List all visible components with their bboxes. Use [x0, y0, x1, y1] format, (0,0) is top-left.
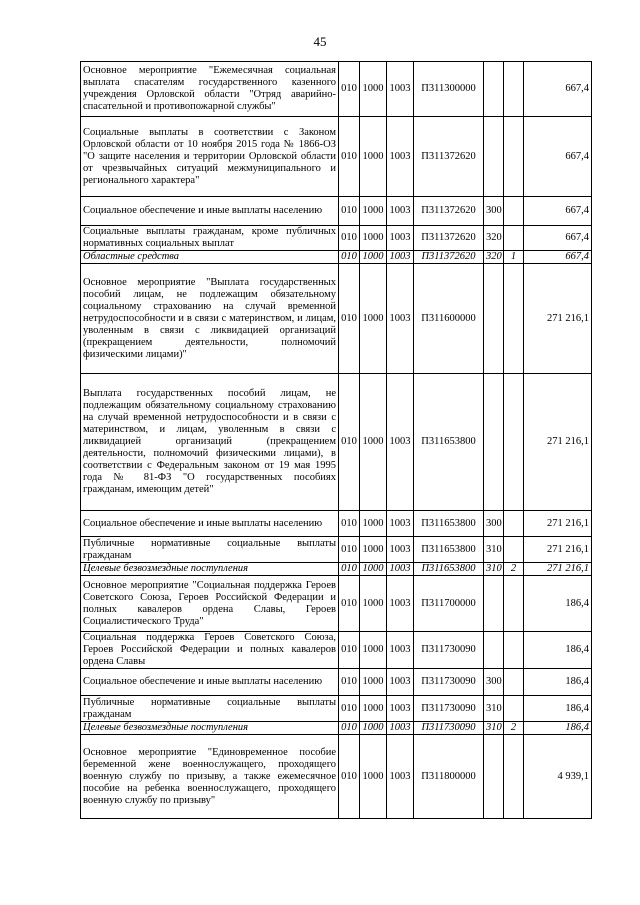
ministry-code: 010	[339, 563, 360, 576]
row-name: Социальные выплаты гражданам, кроме публичных нормативных социальных выплат	[81, 226, 339, 251]
table-row-subtotal	[81, 251, 592, 264]
subsection-code: 1003	[387, 669, 414, 696]
table-row	[81, 632, 592, 669]
row-name: Выплата государственных пособий лицам, не подлежащим обязательному социальному страхованию на случай временной нетрудоспособности и в связи с материнством, и лицам, уволенным в связи с ликвидацией организаций (прекращением деятельности, полномочий физическими лицами), в соответствии с Федеральным законом от 19 мая 1995 года № 81-ФЗ "О государственных пособиях гражданам, имеющим детей"	[81, 374, 339, 511]
ministry-code: 010	[339, 197, 360, 226]
row-name: Основное мероприятие "Единовременное пособие беременной жене военнослужащего, проходящего военную службу по призыву, а также ежемесячное пособие на ребенка военнослужащего, проходящего военную службу по призыву"	[81, 735, 339, 819]
row-name: Целевые безвозмездные поступления	[81, 563, 339, 576]
expense-type	[484, 374, 504, 511]
funding-source: 2	[504, 722, 524, 735]
amount: 271 216,1	[524, 511, 592, 537]
section-code: 1000	[360, 264, 387, 374]
expense-type: 300	[484, 669, 504, 696]
funding-source	[504, 669, 524, 696]
table-row	[81, 117, 592, 197]
target-article: П311800000	[414, 735, 484, 819]
ministry-code: 010	[339, 226, 360, 251]
subsection-code: 1003	[387, 197, 414, 226]
amount: 271 216,1	[524, 537, 592, 563]
subsection-code: 1003	[387, 722, 414, 735]
section-code: 1000	[360, 563, 387, 576]
table-row	[81, 226, 592, 251]
funding-source	[504, 537, 524, 563]
ministry-code: 010	[339, 374, 360, 511]
subsection-code: 1003	[387, 696, 414, 722]
target-article: П311653800	[414, 511, 484, 537]
section-code: 1000	[360, 537, 387, 563]
subsection-code: 1003	[387, 251, 414, 264]
amount: 186,4	[524, 722, 592, 735]
ministry-code: 010	[339, 669, 360, 696]
expense-type	[484, 735, 504, 819]
amount: 186,4	[524, 632, 592, 669]
section-code: 1000	[360, 632, 387, 669]
funding-source	[504, 696, 524, 722]
ministry-code: 010	[339, 722, 360, 735]
expense-type: 320	[484, 251, 504, 264]
funding-source	[504, 62, 524, 117]
table-row	[81, 374, 592, 511]
subsection-code: 1003	[387, 632, 414, 669]
expense-type	[484, 576, 504, 632]
funding-source	[504, 264, 524, 374]
table-row-subtotal	[81, 722, 592, 735]
expense-type: 310	[484, 696, 504, 722]
expense-type	[484, 632, 504, 669]
row-name: Социальное обеспечение и иные выплаты населению	[81, 511, 339, 537]
target-article: П311653800	[414, 537, 484, 563]
ministry-code: 010	[339, 537, 360, 563]
expense-type: 320	[484, 226, 504, 251]
expense-type	[484, 264, 504, 374]
expense-type: 310	[484, 537, 504, 563]
funding-source: 2	[504, 563, 524, 576]
table-row	[81, 735, 592, 819]
funding-source	[504, 511, 524, 537]
ministry-code: 010	[339, 696, 360, 722]
section-code: 1000	[360, 62, 387, 117]
funding-source	[504, 576, 524, 632]
amount: 271 216,1	[524, 563, 592, 576]
page-number: 45	[313, 34, 327, 49]
target-article: П311653800	[414, 563, 484, 576]
subsection-code: 1003	[387, 117, 414, 197]
funding-source: 1	[504, 251, 524, 264]
section-code: 1000	[360, 576, 387, 632]
section-code: 1000	[360, 669, 387, 696]
subsection-code: 1003	[387, 563, 414, 576]
funding-source	[504, 632, 524, 669]
table-row	[81, 576, 592, 632]
target-article: П311730090	[414, 696, 484, 722]
ministry-code: 010	[339, 251, 360, 264]
table-row	[81, 62, 592, 117]
table-row	[81, 197, 592, 226]
expense-type: 300	[484, 511, 504, 537]
subsection-code: 1003	[387, 576, 414, 632]
target-article: П311730090	[414, 669, 484, 696]
funding-source	[504, 374, 524, 511]
expense-type: 300	[484, 197, 504, 226]
section-code: 1000	[360, 226, 387, 251]
expense-type: 310	[484, 563, 504, 576]
row-name: Социальное обеспечение и иные выплаты населению	[81, 669, 339, 696]
section-code: 1000	[360, 696, 387, 722]
subsection-code: 1003	[387, 62, 414, 117]
ministry-code: 010	[339, 117, 360, 197]
amount: 667,4	[524, 251, 592, 264]
target-article: П311372620	[414, 251, 484, 264]
ministry-code: 010	[339, 62, 360, 117]
row-name: Публичные нормативные социальные выплаты гражданам	[81, 696, 339, 722]
target-article: П311372620	[414, 197, 484, 226]
subsection-code: 1003	[387, 735, 414, 819]
target-article: П311730090	[414, 632, 484, 669]
subsection-code: 1003	[387, 264, 414, 374]
section-code: 1000	[360, 722, 387, 735]
section-code: 1000	[360, 374, 387, 511]
section-code: 1000	[360, 735, 387, 819]
row-name: Областные средства	[81, 251, 339, 264]
amount: 271 216,1	[524, 374, 592, 511]
funding-source	[504, 197, 524, 226]
ministry-code: 010	[339, 511, 360, 537]
target-article: П311372620	[414, 117, 484, 197]
amount: 667,4	[524, 62, 592, 117]
ministry-code: 010	[339, 264, 360, 374]
subsection-code: 1003	[387, 226, 414, 251]
row-name: Социальное обеспечение и иные выплаты населению	[81, 197, 339, 226]
amount: 667,4	[524, 226, 592, 251]
amount: 186,4	[524, 576, 592, 632]
table-row	[81, 669, 592, 696]
expense-type: 310	[484, 722, 504, 735]
row-name: Социальные выплаты в соответствии с Законом Орловской области от 10 ноября 2015 года № 1866-ОЗ "О защите населения и территории Орловской области от чрезвычайных ситуаций межмуниципального и регионального характера"	[81, 117, 339, 197]
row-name: Целевые безвозмездные поступления	[81, 722, 339, 735]
table-row	[81, 537, 592, 563]
target-article: П311653800	[414, 374, 484, 511]
row-name: Основное мероприятие "Выплата государственных пособий лицам, не подлежащим обязательному социальному страхованию на случай временной нетрудоспособности и в связи с материнством, и лицам, уволенным в связи с ликвидацией организаций (прекращением деятельности, полномочий физическими лицами)"	[81, 264, 339, 374]
amount: 667,4	[524, 117, 592, 197]
table-row-subtotal	[81, 563, 592, 576]
subsection-code: 1003	[387, 537, 414, 563]
expense-type	[484, 117, 504, 197]
section-code: 1000	[360, 117, 387, 197]
budget-table	[80, 61, 592, 819]
amount: 271 216,1	[524, 264, 592, 374]
row-name: Социальная поддержка Героев Советского Союза, Героев Российской Федерации и полных кавалеров ордена Славы	[81, 632, 339, 669]
row-name: Основное мероприятие "Ежемесячная социальная выплата спасателям государственного казенного учреждения Орловской области "Отряд аварийно-спасательной и противопожарной службы"	[81, 62, 339, 117]
target-article: П311730090	[414, 722, 484, 735]
row-name: Публичные нормативные социальные выплаты гражданам	[81, 537, 339, 563]
subsection-code: 1003	[387, 374, 414, 511]
section-code: 1000	[360, 197, 387, 226]
ministry-code: 010	[339, 632, 360, 669]
target-article: П311700000	[414, 576, 484, 632]
row-name: Основное мероприятие "Социальная поддержка Героев Советского Союза, Героев Российской Федерации и полных кавалеров ордена Славы, Героев Социалистического Труда"	[81, 576, 339, 632]
amount: 4 939,1	[524, 735, 592, 819]
expense-type	[484, 62, 504, 117]
subsection-code: 1003	[387, 511, 414, 537]
funding-source	[504, 735, 524, 819]
section-code: 1000	[360, 511, 387, 537]
target-article: П311600000	[414, 264, 484, 374]
table-row	[81, 264, 592, 374]
funding-source	[504, 226, 524, 251]
amount: 186,4	[524, 669, 592, 696]
funding-source	[504, 117, 524, 197]
ministry-code: 010	[339, 735, 360, 819]
section-code: 1000	[360, 251, 387, 264]
amount: 667,4	[524, 197, 592, 226]
table-row	[81, 511, 592, 537]
target-article: П311372620	[414, 226, 484, 251]
table-row	[81, 696, 592, 722]
ministry-code: 010	[339, 576, 360, 632]
target-article: П311300000	[414, 62, 484, 117]
amount: 186,4	[524, 696, 592, 722]
